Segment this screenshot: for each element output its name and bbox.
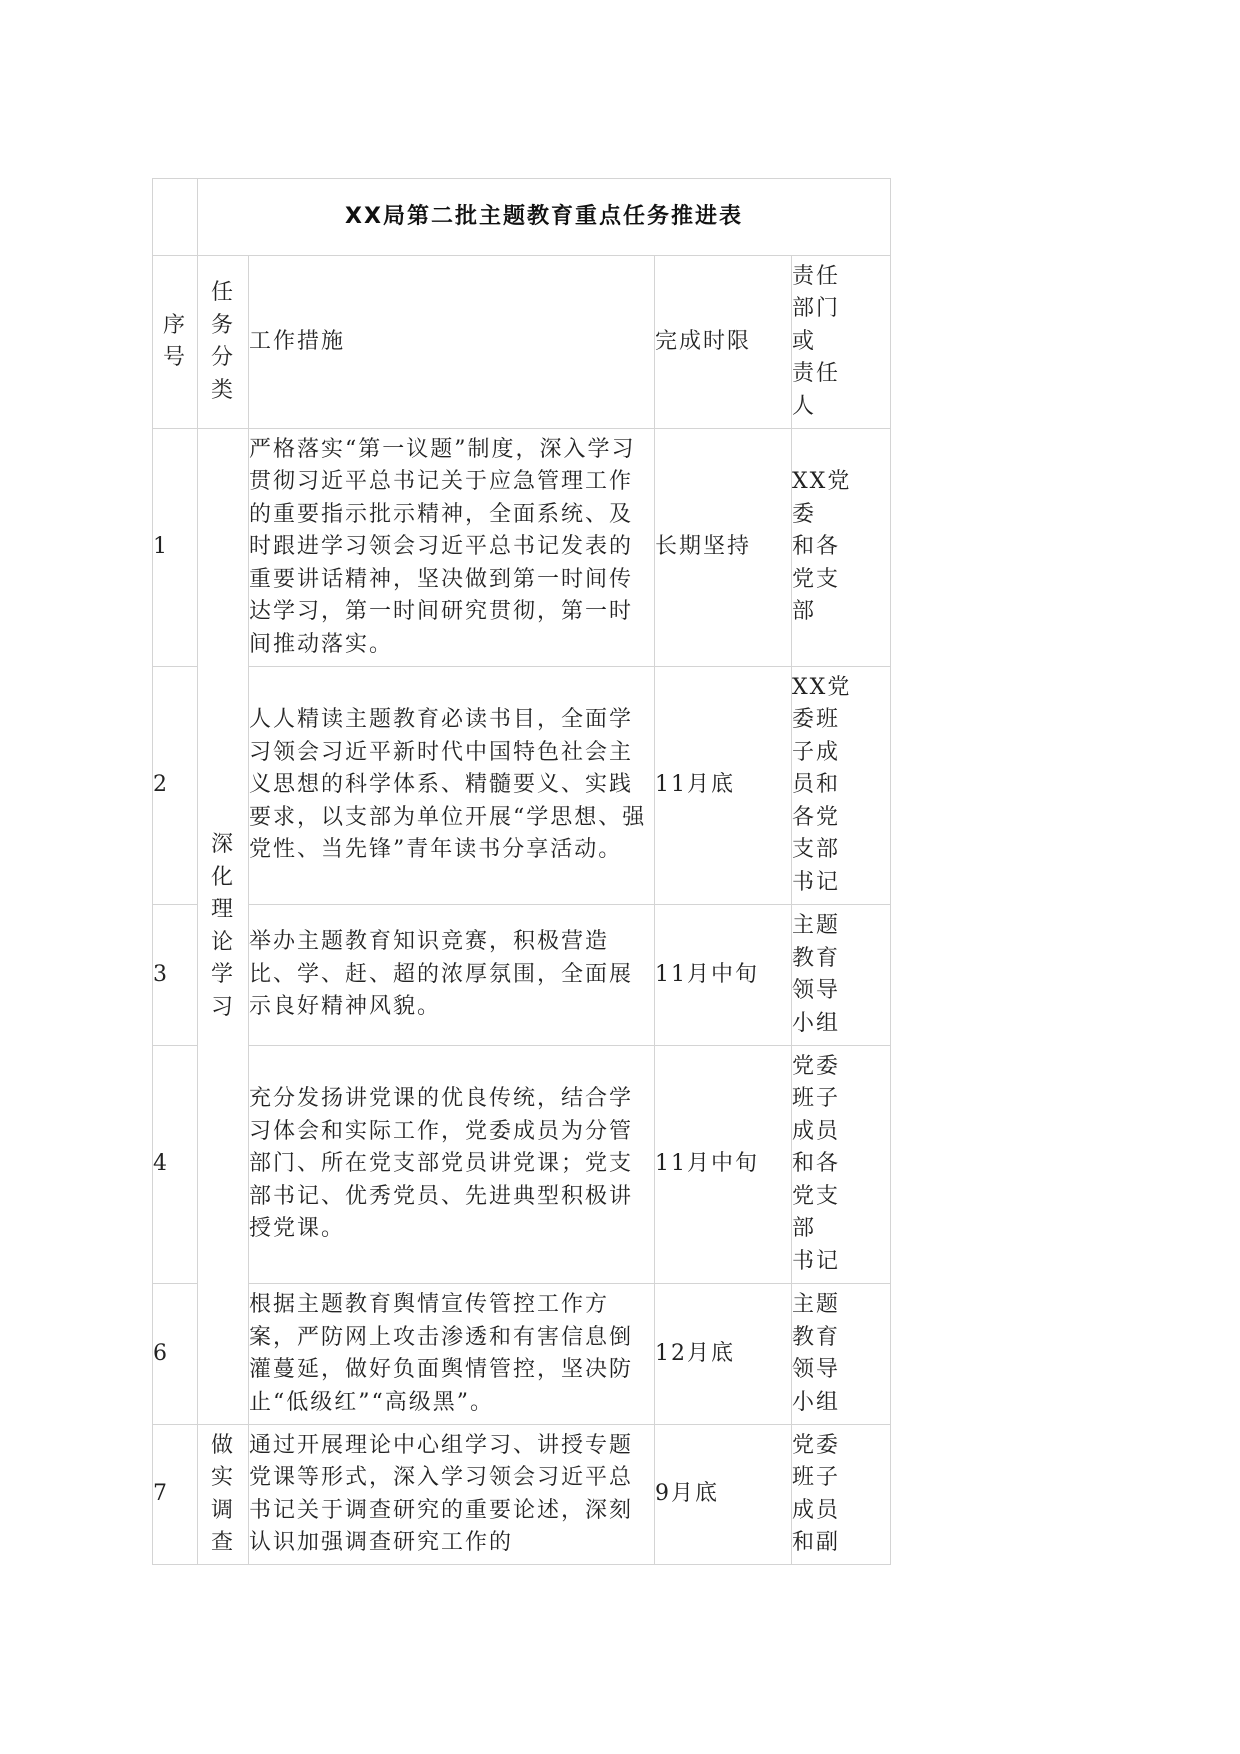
table-row — [153, 667, 891, 905]
row-seq: 2 — [153, 667, 198, 905]
row-seq: 4 — [153, 1046, 198, 1284]
header-deadline: 完成时限 — [655, 256, 792, 429]
row-deadline: 11月中旬 — [655, 1046, 792, 1284]
row-measures: 严格落实“第一议题”制度，深入学习贯彻习近平总书记关于应急管理工作的重要指示批示精神，全面系统、及时跟进学习领会习近平总书记发表的重要讲话精神，坚决做到第一时间传达学习，第一时间研究贯彻，第一时间推动落实。 — [249, 429, 655, 667]
row-responsible: 主题 教育 领导 小组 — [792, 1284, 891, 1425]
row-deadline: 11月中旬 — [655, 905, 792, 1046]
table-row — [153, 429, 891, 667]
row-measures: 充分发扬讲党课的优良传统，结合学习体会和实际工作，党委成员为分管部门、所在党支部党员讲党课；党支部书记、优秀党员、先进典型积极讲授党课。 — [249, 1046, 655, 1284]
row-measures: 通过开展理论中心组学习、讲授专题党课等形式，深入学习领会习近平总书记关于调查研究的重要论述，深刻认识加强调查研究工作的 — [249, 1425, 655, 1565]
table-row — [153, 905, 891, 1046]
task-table — [152, 178, 891, 1565]
row-measures: 举办主题教育知识竞赛，积极营造比、学、赶、超的浓厚氛围，全面展示良好精神风貌。 — [249, 905, 655, 1046]
row-seq: 1 — [153, 429, 198, 667]
row-responsible: 主题 教育 领导 小组 — [792, 905, 891, 1046]
row-seq: 7 — [153, 1425, 198, 1565]
row-measures: 根据主题教育舆情宣传管控工作方案，严防网上攻击渗透和有害信息倒灌蔓延，做好负面舆情管控，坚决防止“低级红”“高级黑”。 — [249, 1284, 655, 1425]
row-deadline: 长期坚持 — [655, 429, 792, 667]
category-cell: 做 实 调 查 — [198, 1425, 249, 1565]
row-measures: 人人精读主题教育必读书目，全面学习领会习近平新时代中国特色社会主义思想的科学体系、精髓要义、实践要求，以支部为单位开展“学思想、强党性、当先锋”青年读书分享活动。 — [249, 667, 655, 905]
table-title: XX局第二批主题教育重点任务推进表 — [198, 179, 891, 256]
title-blank-cell — [153, 179, 198, 256]
header-responsible: 责任 部门 或 责任 人 — [792, 256, 891, 429]
row-deadline: 12月底 — [655, 1284, 792, 1425]
row-responsible: 党委 班子 成员 和各 党支 部 书记 — [792, 1046, 891, 1284]
row-seq: 3 — [153, 905, 198, 1046]
row-responsible: 党委 班子 成员 和副 — [792, 1425, 891, 1565]
title-row — [153, 179, 891, 256]
row-deadline: 11月底 — [655, 667, 792, 905]
row-responsible: XX党 委班 子成 员和 各党 支部 书记 — [792, 667, 891, 905]
table-row — [153, 1046, 891, 1284]
table-row — [153, 1284, 891, 1425]
header-seq: 序 号 — [153, 256, 198, 429]
row-deadline: 9月底 — [655, 1425, 792, 1565]
header-row — [153, 256, 891, 429]
header-category: 任 务 分 类 — [198, 256, 249, 429]
table-row — [153, 1425, 891, 1565]
category-cell: 深 化 理 论 学 习 — [198, 429, 249, 1425]
header-measures: 工作措施 — [249, 256, 655, 429]
row-seq: 6 — [153, 1284, 198, 1425]
row-responsible: XX党 委 和各 党支 部 — [792, 429, 891, 667]
